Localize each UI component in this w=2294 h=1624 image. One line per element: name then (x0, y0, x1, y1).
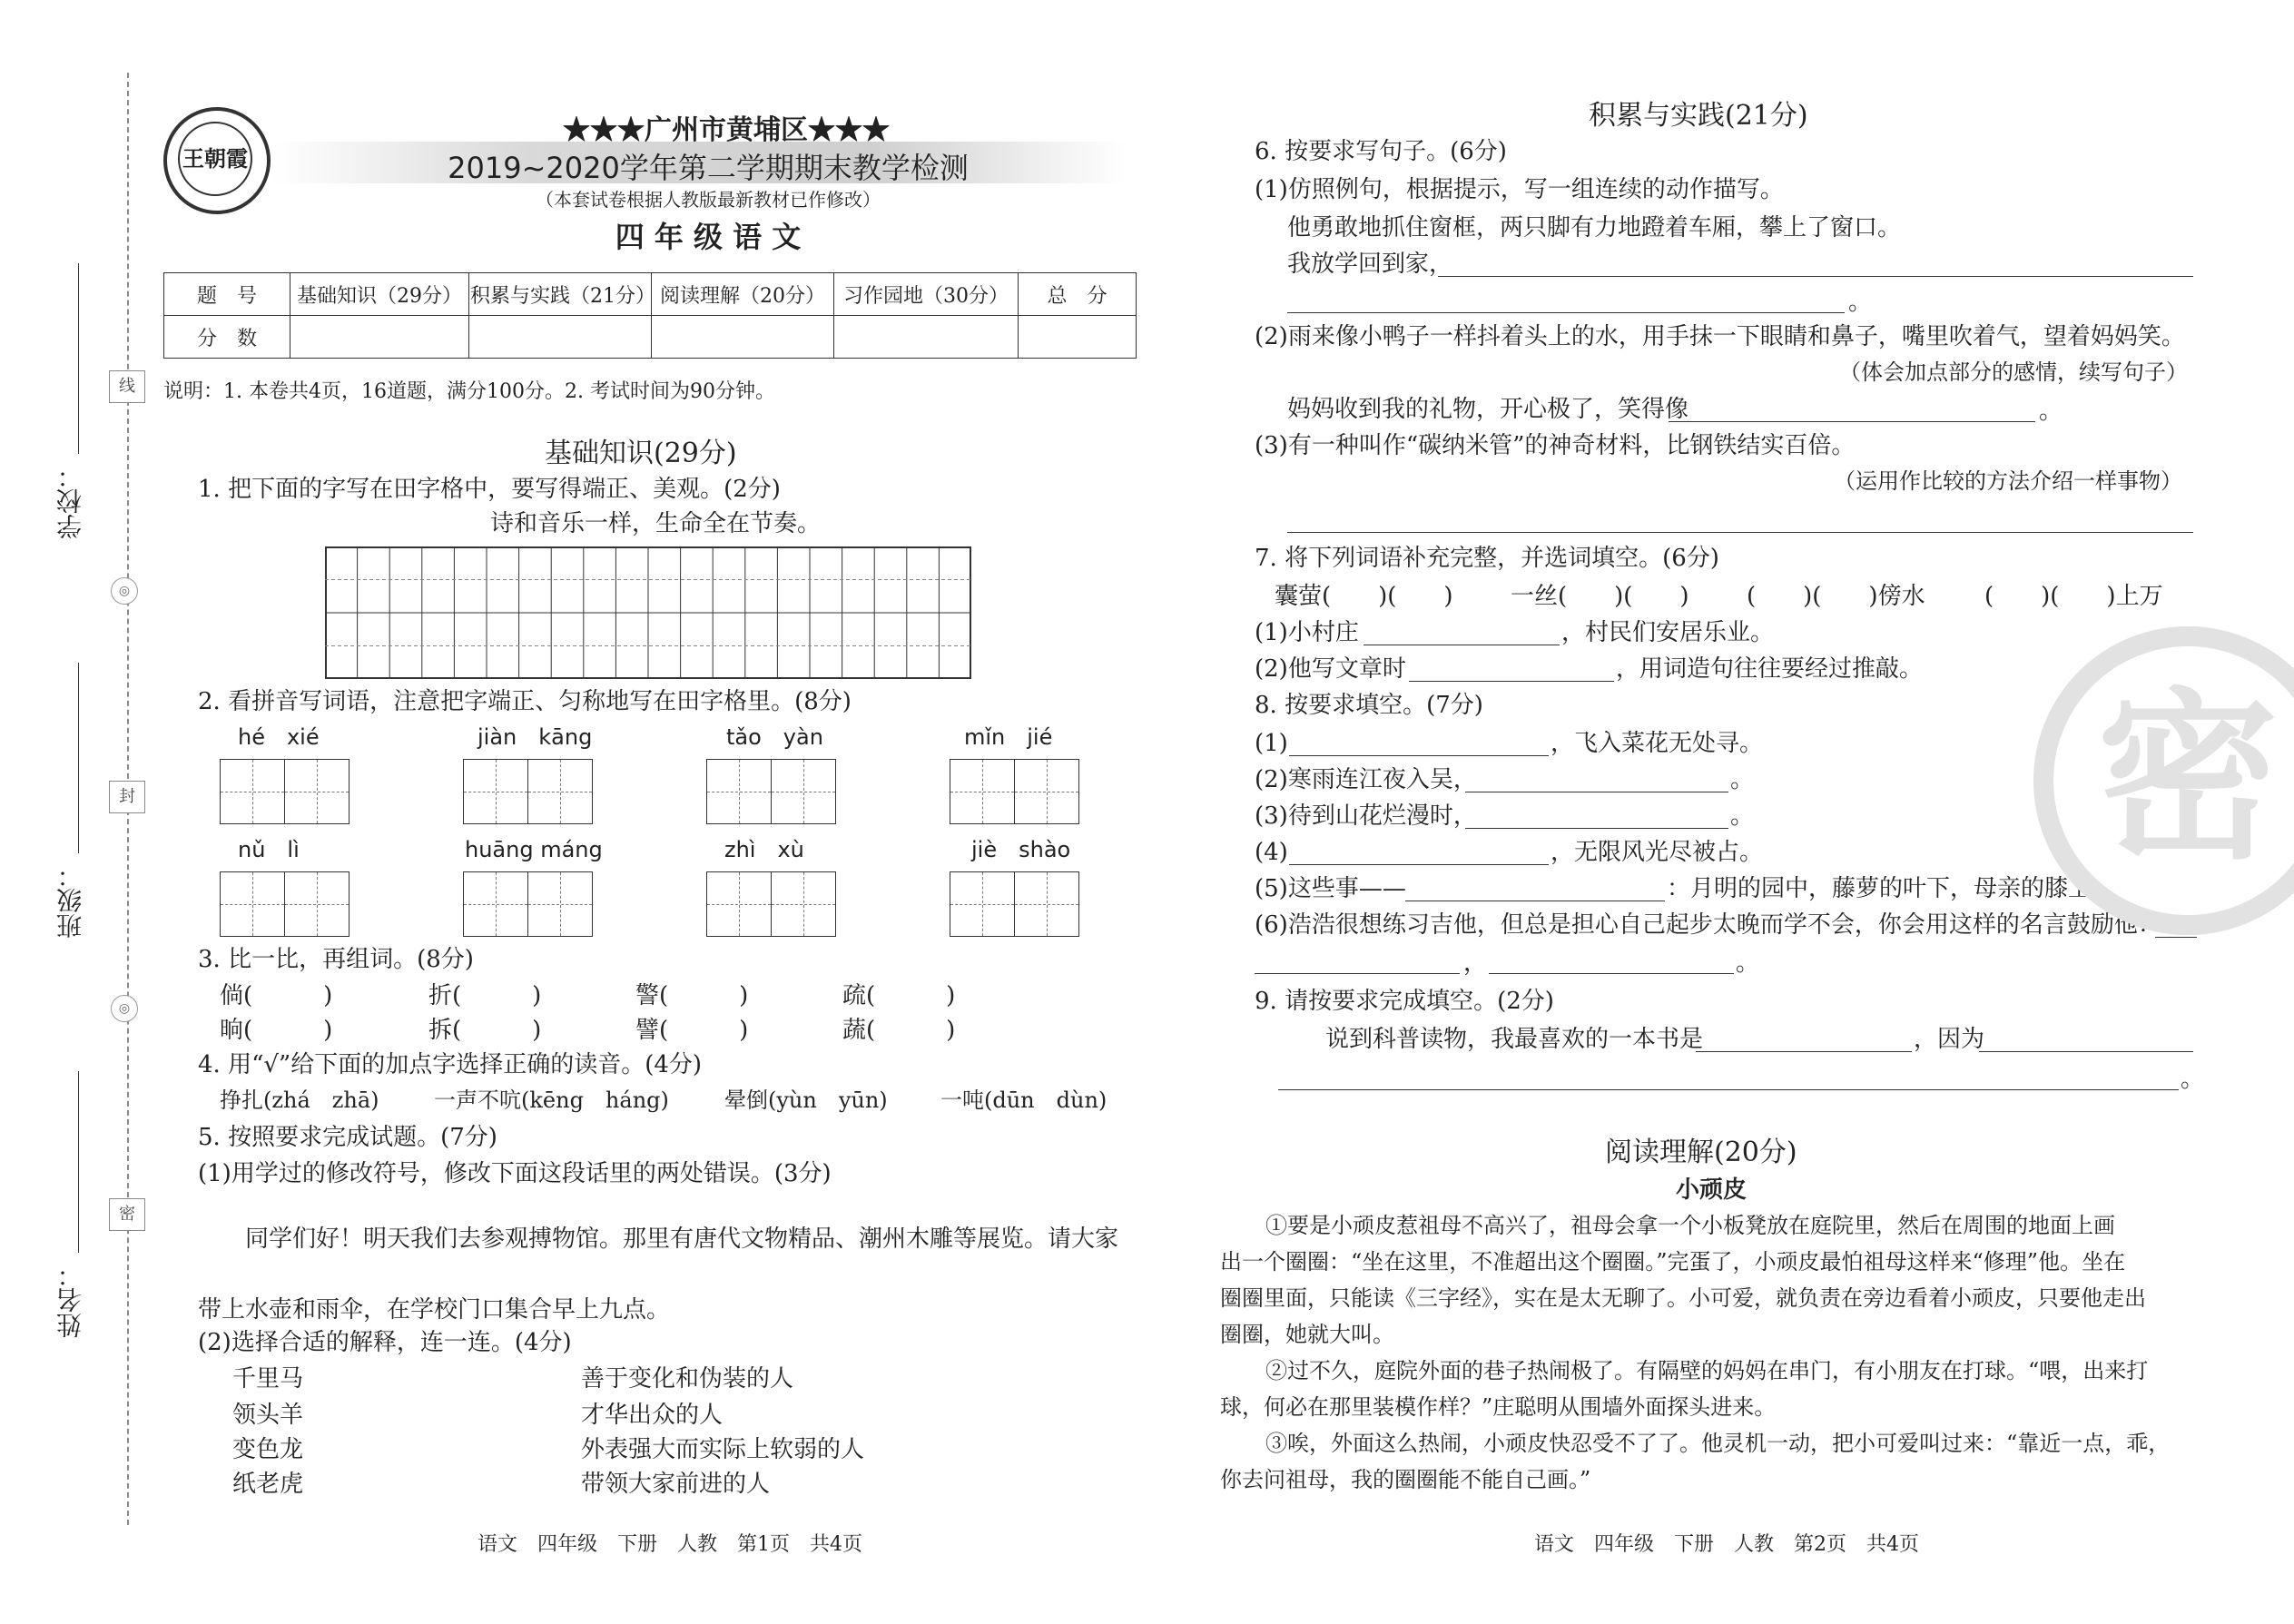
score-cell[interactable] (469, 316, 652, 359)
q3-item[interactable]: 譬( ) (635, 1017, 749, 1044)
table-header: 总 分 (1019, 273, 1137, 316)
score-cell[interactable] (652, 316, 834, 359)
q6-part-2: (2)雨来像小鸭子一样抖着头上的水，用手抹一下眼睛和鼻子，嘴里吹着气，望着妈妈笑。 (1255, 323, 2185, 350)
margin-hole: ◎ (111, 577, 138, 605)
section-title-practice: 积累与实践(21分) (1589, 100, 1808, 132)
q4-item[interactable]: 一吨(dūn dùn) (940, 1088, 1108, 1113)
tianzige-cell[interactable] (284, 871, 350, 937)
q6-example: 他勇敢地抓住窗框，两只脚有力地蹬着车厢，攀上了窗口。 (1287, 214, 1902, 241)
q3-item[interactable]: 警( ) (635, 982, 749, 1009)
school-label: 学校： (55, 463, 85, 539)
class-label: 班级： (55, 862, 85, 939)
period-mark: 。 (1730, 766, 1755, 793)
meaning-item[interactable]: 带领大家前进的人 (581, 1471, 771, 1498)
story-line: 出一个圈圈：“坐在这里，不准超出这个圈圈。”完蛋了，小顽皮最怕祖母这样来“修理”他。坐在 (1220, 1249, 2126, 1275)
idiom-item[interactable]: 千里马 (232, 1365, 304, 1393)
q4-item[interactable]: 挣扎(zhá zhā) (220, 1088, 379, 1113)
tianzige-cell[interactable] (950, 759, 1015, 824)
score-cell[interactable] (1019, 316, 1137, 359)
section-title-basic: 基础知识(29分) (545, 438, 737, 469)
answer-blank[interactable] (1669, 399, 2035, 422)
answer-blank[interactable] (1255, 951, 1460, 974)
answer-blank[interactable] (1409, 659, 1614, 682)
q5-part-2: (2)选择合适的解释，连一连。(4分) (198, 1329, 572, 1356)
tianzige-cell[interactable] (220, 871, 285, 937)
subject-title: 四 年 级 语 文 (615, 220, 802, 254)
table-header: 习作园地（30分） (834, 273, 1019, 316)
tianzige-cell[interactable] (1014, 871, 1079, 937)
comma-mark: ， (1463, 950, 1488, 977)
q7-word[interactable]: 囊萤( )( ) (1275, 583, 1453, 610)
answer-blank[interactable] (1979, 1029, 2193, 1052)
question-4: 4. 用“√”给下面的加点字选择正确的读音。(4分) (198, 1051, 703, 1078)
q7-word[interactable]: 一丝( )( ) (1511, 583, 1689, 610)
question-2: 2. 看拼音写词语，注意把字端正、匀称地写在田字格里。(8分) (198, 688, 852, 715)
q5-passage-line: 同学们好！明天我们去参观搏物馆。那里有唐代文物精品、潮州木雕等展览。请大家 (245, 1225, 1119, 1253)
q6-hint: （体会加点部分的感情，续写句子） (1839, 359, 2188, 385)
idiom-item[interactable]: 领头羊 (232, 1402, 304, 1429)
q7-part-2-end: ，用词造句往往要经过推敲。 (1616, 655, 1924, 683)
question-3: 3. 比一比，再组词。(8分) (198, 946, 474, 973)
table-row-label: 分 数 (164, 316, 290, 359)
tianzige-cell[interactable] (771, 759, 836, 824)
story-line: 圈圈，她就大叫。 (1220, 1322, 1394, 1347)
story-line: 你去问祖母，我的圈圈能不能自己画。” (1220, 1467, 1591, 1492)
tianzige-cell[interactable] (950, 871, 1015, 937)
tianzige-cell[interactable] (1014, 759, 1079, 824)
page-footer-left: 语文 四年级 下册 人教 第1页 共4页 (478, 1533, 862, 1556)
q8-part-3: (3)待到山花烂漫时， (1255, 802, 1477, 830)
secret-watermark: 密 (2033, 626, 2294, 935)
period-mark: 。 (2039, 398, 2063, 425)
page-footer-right: 语文 四年级 下册 人教 第2页 共4页 (1534, 1533, 1919, 1556)
q6-prompt: 我放学回到家， (1287, 251, 1453, 278)
pinyin-3: tǎo yàn (726, 724, 823, 750)
story-title: 小顽皮 (1676, 1176, 1748, 1204)
q6-part-3: (3)有一种叫作“碳纳米管”的神奇材料，比钢铁结实百倍。 (1255, 432, 1856, 459)
q1-sentence: 诗和音乐一样，生命全在节奏。 (490, 510, 822, 537)
period-mark: 。 (2181, 1066, 2205, 1093)
tianzige-cell[interactable] (220, 759, 285, 824)
q7-word[interactable]: ( )( )傍水 (1747, 583, 1925, 610)
margin-tag-line: 线 (109, 370, 145, 403)
q3-item[interactable]: 拆( ) (428, 1017, 542, 1044)
table-header: 积累与实践（21分） (469, 273, 652, 316)
answer-blank[interactable] (1289, 733, 1549, 756)
school-blank[interactable] (78, 263, 79, 454)
section-title-reading: 阅读理解(20分) (1605, 1137, 1797, 1168)
tianzige-cell[interactable] (284, 759, 350, 824)
meaning-item[interactable]: 善于变化和伪装的人 (581, 1365, 794, 1393)
answer-blank[interactable] (1438, 254, 2193, 277)
q6-prompt: 妈妈收到我的礼物，开心极了，笑得像 (1287, 396, 1689, 423)
pinyin-8: jiè shào (971, 837, 1071, 862)
q7-part-1: (1)小村庄 (1255, 619, 1359, 646)
q3-item[interactable]: 疏( ) (842, 982, 956, 1009)
answer-blank[interactable] (1696, 1029, 1912, 1052)
tianzige-cell[interactable] (527, 871, 593, 937)
region-title: ★★★广州市黄埔区★★★ (563, 114, 890, 146)
score-cell[interactable] (290, 316, 469, 359)
score-cell[interactable] (834, 316, 1019, 359)
pinyin-4: mǐn jié (964, 724, 1053, 750)
instructions: 说明：1. 本卷共4页，16道题，满分100分。2. 考试时间为90分钟。 (163, 380, 775, 403)
q8-part-4-end: ，无限风光尽被占。 (1551, 839, 1764, 866)
q3-item[interactable]: 倘( ) (220, 982, 333, 1009)
tianzige-cell[interactable] (527, 759, 593, 824)
table-header: 题 号 (164, 273, 290, 316)
q3-item[interactable]: 蔬( ) (842, 1017, 956, 1044)
question-6: 6. 按要求写句子。(6分) (1255, 138, 1507, 165)
q8-part-5-end: ：月明的园中，藤萝的叶下，母亲的膝上。 (1667, 875, 2116, 902)
question-1: 1. 把下面的字写在田字格中，要写得端正、美观。(2分) (198, 476, 781, 503)
q3-item[interactable]: 折( ) (428, 982, 542, 1009)
q3-item[interactable]: 晌( ) (220, 1017, 333, 1044)
exam-title: 2019~2020学年第二学期期末教学检测 (448, 151, 969, 185)
tianzige-cell[interactable] (463, 871, 528, 937)
question-7: 7. 将下列词语补充完整，并选词填空。(6分) (1255, 545, 1719, 572)
q8-label: (4) (1255, 839, 1288, 866)
q6-hint: （运用作比较的方法介绍一样事物） (1834, 468, 2182, 494)
writing-grid[interactable] (325, 546, 971, 679)
q5-part-1: (1)用学过的修改符号，修改下面这段话里的两处错误。(3分) (198, 1160, 832, 1187)
q7-part-2: (2)他写文章时 (1255, 655, 1406, 683)
q5-passage-line: 带上水壶和雨伞，在学校门口集合早上九点。 (198, 1296, 671, 1324)
tianzige-cell[interactable] (706, 759, 772, 824)
story-line: ②过不久，庭院外面的巷子热闹极了。有隔壁的妈妈在串门，有小朋友在打球。“喂，出来打 (1265, 1358, 2149, 1383)
tianzige-cell[interactable] (706, 871, 772, 937)
story-line: ①要是小顽皮惹祖母不高兴了，祖母会拿一个小板凳放在庭院里，然后在周围的地面上画 (1265, 1213, 2115, 1238)
name-blank[interactable] (78, 1071, 79, 1253)
logo-text: 王朝霞 (178, 122, 252, 196)
name-label: 姓名： (55, 1262, 85, 1338)
exam-note: （本套试卷根据人教版最新教材已作修改） (536, 189, 881, 211)
answer-blank[interactable] (1287, 290, 1845, 313)
q4-item[interactable]: 一声不吭(kēng háng) (434, 1088, 669, 1113)
margin-tag-secret: 密 (109, 1198, 145, 1231)
idiom-item[interactable]: 纸老虎 (232, 1471, 304, 1498)
q8-part-2: (2)寒雨连江夜入吴， (1255, 766, 1477, 793)
q8-label: (1) (1255, 730, 1288, 757)
answer-blank[interactable] (1489, 951, 1734, 974)
story-line: 球，何必在那里装模作样？”庄聪明从围墙外面探头进来。 (1220, 1394, 1777, 1420)
q8-part-6: (6)浩浩很想练习吉他，但总是担心自己起步太晚而学不会，你会用这样的名言鼓励他： (1255, 911, 2161, 939)
answer-blank[interactable] (1287, 510, 2193, 533)
table-header: 基础知识（29分） (290, 273, 469, 316)
q8-part-5: (5)这些事—— (1255, 875, 1406, 902)
meaning-item[interactable]: 才华出众的人 (581, 1402, 724, 1429)
table-header: 阅读理解（20分） (652, 273, 834, 316)
grid-lines (325, 546, 971, 679)
q4-item[interactable]: 晕倒(yùn yūn) (724, 1088, 888, 1113)
answer-blank[interactable] (1278, 1068, 2179, 1090)
pinyin-7: zhì xù (724, 837, 804, 862)
period-mark: 。 (1736, 950, 1760, 977)
pinyin-5: nǔ lì (238, 837, 300, 862)
question-9: 9. 请按要求完成填空。(2分) (1255, 988, 1554, 1015)
tianzige-cell[interactable] (771, 871, 836, 937)
margin-hole: ◎ (111, 995, 138, 1022)
story-line: ③唉，外面这么热闹，小顽皮快忍受不了了。他灵机一动，把小可爱叫过来：“靠近一点，乖， (1265, 1431, 2171, 1456)
period-mark: 。 (1730, 802, 1755, 830)
period-mark: 。 (1848, 289, 1873, 316)
answer-blank[interactable] (1364, 623, 1560, 645)
answer-blank[interactable] (1405, 879, 1665, 901)
q8-part-1-end: ，飞入菜花无处寻。 (1551, 730, 1764, 757)
answer-blank[interactable] (1465, 806, 1728, 829)
idiom-item[interactable]: 变色龙 (232, 1436, 304, 1463)
class-blank[interactable] (78, 663, 79, 853)
q9-text: 说到科普读物，我最喜欢的一本书是 (1325, 1026, 1704, 1053)
margin-tag-seal: 封 (109, 781, 145, 813)
score-table (163, 272, 1137, 359)
q9-because: ，因为 (1914, 1026, 1985, 1053)
pinyin-6: huāng máng (465, 837, 603, 862)
q6-part-1: (1)仿照例句，根据提示，写一组连续的动作描写。 (1255, 176, 1784, 203)
answer-blank[interactable] (1465, 770, 1728, 792)
answer-blank[interactable] (1289, 842, 1549, 865)
question-5: 5. 按照要求完成试题。(7分) (198, 1124, 497, 1151)
tianzige-cell[interactable] (463, 759, 528, 824)
pinyin-1: hé xié (238, 724, 320, 750)
meaning-item[interactable]: 外表强大而实际上软弱的人 (581, 1436, 865, 1463)
story-line: 圈圈里面，只能读《三字经》，实在是太无聊了。小可爱，就负责在旁边看着小顽皮，只要他走出 (1220, 1285, 2146, 1311)
question-8: 8. 按要求填空。(7分) (1255, 692, 1483, 719)
q7-word[interactable]: ( )( )上万 (1984, 583, 2163, 610)
pinyin-2: jiàn kāng (478, 724, 593, 750)
q7-part-1-end: ，村民们安居乐业。 (1561, 619, 1775, 646)
